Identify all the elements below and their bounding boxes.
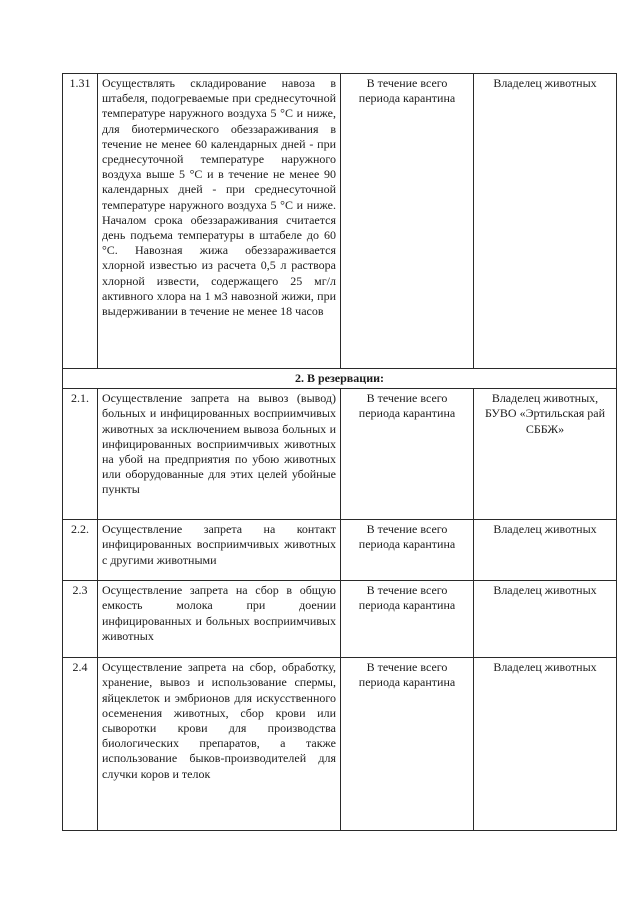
- measure-term: В течение всего периода карантина: [341, 581, 474, 658]
- measure-term: В течение всего периода карантина: [341, 520, 474, 581]
- quarantine-measures-table: [62, 73, 617, 831]
- measure-text: Осуществление запрета на сбор в общую емкость молока при доении инфицированных и больных восприимчивых животных: [98, 581, 341, 658]
- row-number: 2.2.: [63, 520, 98, 581]
- measure-term: В течение всего периода карантина: [341, 658, 474, 831]
- table-row: [63, 658, 617, 831]
- row-number: 1.31: [63, 74, 98, 369]
- measure-text: Осуществлять складирование навоза в штабеля, подогреваемые при среднесуточной температуре наружного воздуха 5 °С и ниже, для биотермического обеззараживания в течение не менее 60 календарных дней - при среднесуточной температуре наружного воздуха выше 5 °С и в течение не менее 90 календарных дней - при среднесуточной температуре наружного воздуха 5 °С и ниже. Началом срока обеззараживания считается день подъема температуры в штабеле до 60 °С. Навозная жижа обеззараживается хлорной известью из расчета 0,5 л раствора хлорной извести, содержащего 25 мг/л активного хлора на 1 м3 навозной жижи, при выдерживании в течение не менее 18 часов: [98, 74, 341, 369]
- table-row: [63, 74, 617, 369]
- measure-responsible: Владелец животных: [474, 520, 617, 581]
- measure-responsible: Владелец животных: [474, 581, 617, 658]
- table-row: [63, 520, 617, 581]
- measure-responsible: Владелец животных: [474, 74, 617, 369]
- measure-term: В течение всего периода карантина: [341, 389, 474, 520]
- row-number: 2.4: [63, 658, 98, 831]
- row-number: 2.3: [63, 581, 98, 658]
- measure-text: Осуществление запрета на сбор, обработку, хранение, вывоз и использование спермы, яйцеклеток и эмбрионов для искусственного осеменения животных, сбор крови или сыворотки крови для производства биологических препаратов, а также использование быков-производителей для случки коров и телок: [98, 658, 341, 831]
- measure-text: Осуществление запрета на вывоз (вывод) больных и инфицированных восприимчивых животных за исключением вывоза больных и инфицированных восприимчивых животных на убой на предприятия по убою животных или оборудованные для этих целей убойные пункты: [98, 389, 341, 520]
- measure-responsible: Владелец животных, БУВО «Эртильская рай СББЖ»: [474, 389, 617, 520]
- measure-responsible: Владелец животных: [474, 658, 617, 831]
- measure-term: В течение всего периода карантина: [341, 74, 474, 369]
- row-number: 2.1.: [63, 389, 98, 520]
- measure-text: Осуществление запрета на контакт инфицированных восприимчивых животных с другими животными: [98, 520, 341, 581]
- section-title: 2. В резервации:: [63, 369, 617, 389]
- table-row: [63, 581, 617, 658]
- section-row: [63, 369, 617, 389]
- table-row: [63, 389, 617, 520]
